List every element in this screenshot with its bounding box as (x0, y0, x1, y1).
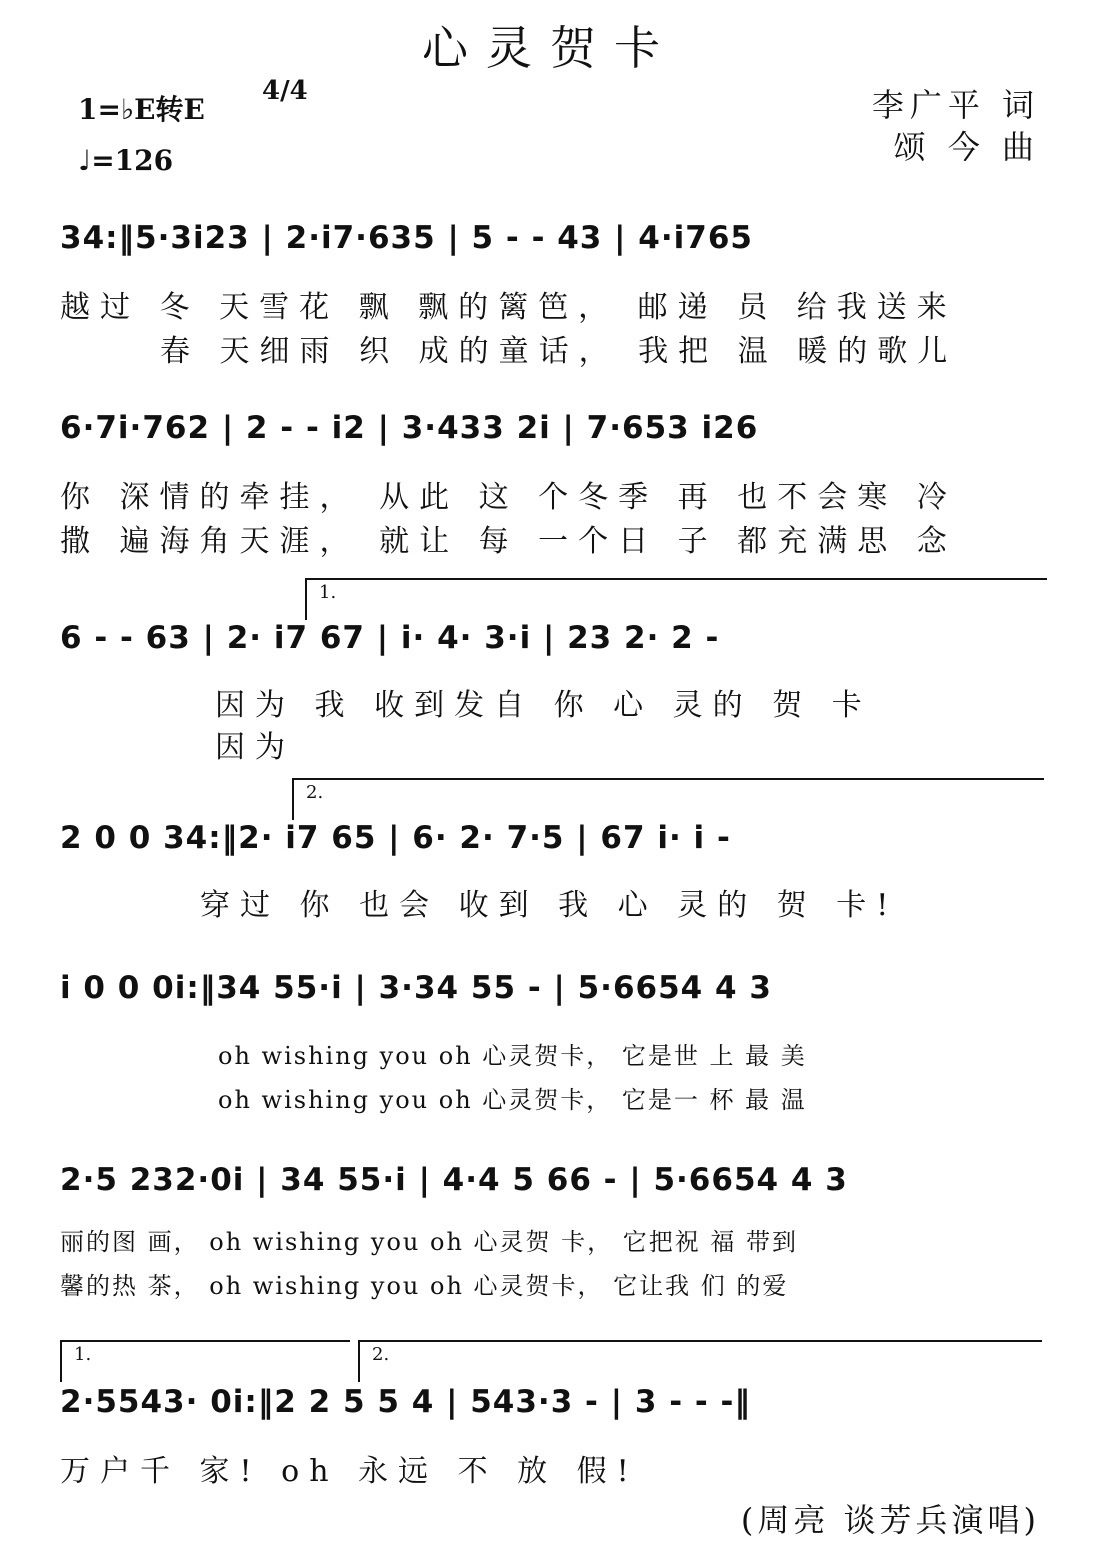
volta-4-label: 2. (372, 1344, 390, 1365)
notation-line-5: i 0 0 0i:‖34 55·i | 3·34 55 - | 5·6654 4 3 (60, 970, 772, 1006)
lyric-line-3-verse-1: 因为 我 收到发自 你 心 灵的 贺 卡 (215, 688, 872, 723)
volta-1-label: 1. (319, 582, 337, 603)
notation-line-3: 6 - - 63 | 2· i7 67 | i· 4· 3·i | 23 2· 2 - (60, 620, 720, 656)
volta-2 (292, 778, 1044, 820)
notation-line-1: 34:‖5·3i23 | 2·i7·635 | 5 - - 43 | 4·i765 (60, 220, 753, 256)
performer-credit: (周亮 谈芳兵演唱) (740, 1501, 1040, 1539)
lyric-line-7: 万户千 家! oh 永远 不 放 假! (60, 1454, 639, 1489)
volta-3-label: 1. (74, 1344, 92, 1365)
lyric-line-2-verse-1: 你 深情的牵挂， 从此 这 个冬季 再 也不会寒 冷 (60, 480, 957, 515)
time-signature-text: 4/4 (262, 76, 308, 106)
notation-line-7: 2·5543· 0i:‖2 2 5 5 4 | 543·3 - | 3 - - -‖ (60, 1384, 751, 1420)
notation-line-6: 2·5 232·0i | 34 55·i | 4·4 5 66 - | 5·6654 4 3 (60, 1162, 848, 1198)
key-signature: 1=♭E转E (78, 93, 205, 126)
volta-2-label: 2. (306, 782, 324, 803)
tempo-marking: ♩=126 (78, 144, 174, 177)
lyricist-credit: 李广平 词 (871, 86, 1040, 124)
volta-3 (60, 1340, 350, 1382)
lyric-line-3-verse-2: 因为 (215, 730, 295, 765)
lyric-line-5-verse-1: oh wishing you oh 心灵贺卡， 它是世 上 最 美 (218, 1042, 807, 1070)
lyric-line-5-verse-2: oh wishing you oh 心灵贺卡， 它是一 杯 最 温 (218, 1086, 807, 1114)
lyric-line-6-verse-1: 丽的图 画， oh wishing you oh 心灵贺 卡， 它把祝 福 带到 (60, 1228, 799, 1256)
lyric-line-6-verse-2: 馨的热 茶， oh wishing you oh 心灵贺卡， 它让我 们 的爱 (60, 1272, 789, 1300)
lyric-line-2-verse-2: 撒 遍海角天涯， 就让 每 一个日 子 都充满思 念 (60, 524, 957, 559)
notation-line-2: 6·7i·762 | 2 - - i2 | 3·433 2i | 7·653 i26 (60, 410, 759, 446)
time-signature (262, 76, 308, 106)
song-title: 心灵贺卡 (422, 21, 678, 75)
composer-credit: 颂 今 曲 (893, 128, 1040, 166)
volta-4 (358, 1340, 1042, 1382)
lyric-line-4: 穿过 你 也会 收到 我 心 灵的 贺 卡! (200, 888, 899, 923)
volta-1 (305, 578, 1047, 620)
lyric-line-1-verse-1: 越过 冬 天雪花 飘 飘的篱笆， 邮递 员 给我送来 (60, 290, 957, 325)
notation-line-4: 2 0 0 34:‖2· i7 65 | 6· 2· 7·5 | 67 i· i - (60, 820, 731, 856)
lyric-line-1-verse-2: 春 天细雨 织 成的童话， 我把 温 暖的歌儿 (160, 334, 958, 369)
